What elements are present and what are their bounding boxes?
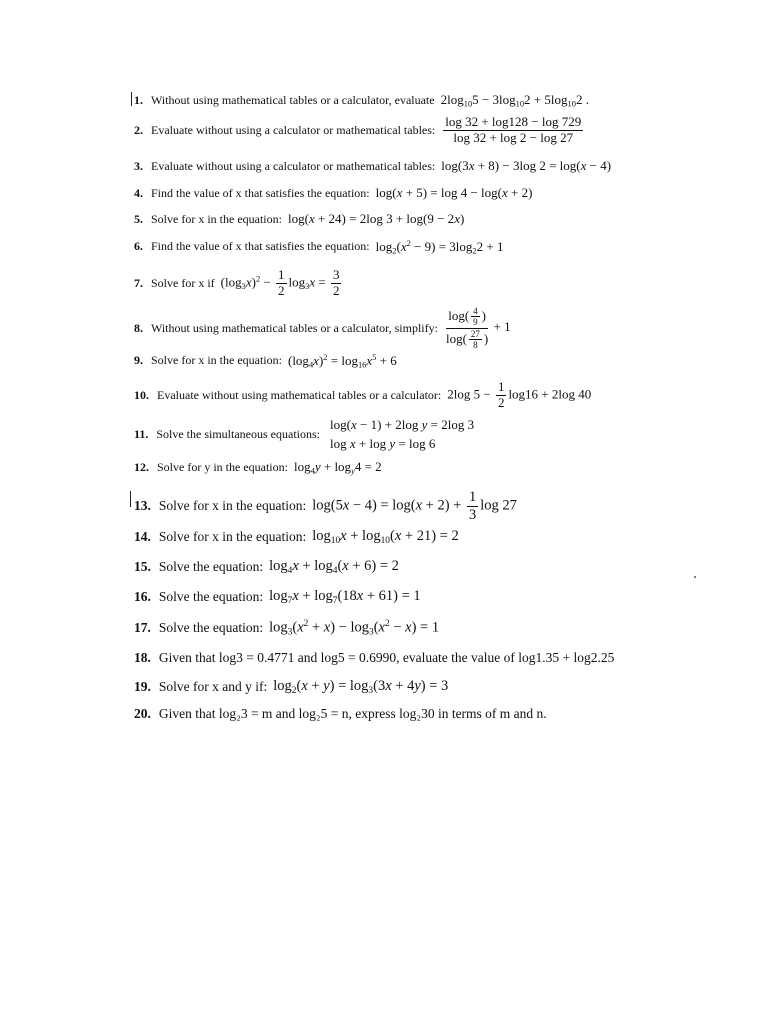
expression: $\log_4y + \log_y4 = 2$ <box>293 459 382 476</box>
expression: log(5x − 4) = log(x + 2) + $\frac{1}{3}$ log 27 <box>312 489 517 523</box>
question-4: 4. Find the value of x that satisfies the equation: log(x + 5) = log 4 − log(x + 2) <box>134 185 533 200</box>
question-10: 10. Evaluate without using mathematical tables or a calculator: 2log 5 − $\frac{1}{2}$ log16 + 2log 40 <box>134 379 592 410</box>
question-5: 5. Solve for x in the equation: log(x + 24) = 2log 3 + log(9 − 2x) <box>134 211 465 226</box>
question-16: 16. Solve the equation: $\log_7x + \log_7(18x + 61) = 1$ <box>134 588 421 606</box>
question-15: 15. Solve the equation: $\log_4x + \log_4(x + 6) = 2$ <box>134 558 399 576</box>
expression: log(x + 24) = 2log 3 + log(9 − 2x) <box>287 211 465 226</box>
question-18: 18. Given that log3 = 0.4771 and log5 = 0.6990, evaluate the value of log1.35 + log2.25 <box>134 650 615 665</box>
question-19: 19. Solve for x and y if: $\log_2(x + y) = \log_3(3x + 4y) = 3$ <box>134 678 449 696</box>
question-11: 11. Solve the simultaneous equations: log(x − 1) + 2log y = 2log 3 log x + log y = log 6 <box>134 416 748 454</box>
question-14: 14. Solve for x in the equation: $\log_{10}x + \log_{10}(x + 21) = 2$ <box>134 528 459 546</box>
question-6: 6. Find the value of x that satisfies the equation: $\log_2(x^2 - 9) = 3\log_22 + 1$ <box>134 238 504 256</box>
fraction-expression: $\frac{\log 32 + \log 128 - \log 729}{\log 32 + \log 2 - \log 27}$ <box>445 114 582 145</box>
margin-mark <box>130 491 131 507</box>
expression: $\log_3(x^2 + x) - \log_3(x^2 - x) = 1$ <box>269 619 440 638</box>
expression: $\log_4x + \log_4(x + 6) = 2$ <box>269 558 399 576</box>
question-13: 13. Solve for x in the equation: log(5x − 4) = log(x + 2) + $\frac{1}{3}$ log 27 <box>134 489 517 523</box>
expression: $\log_{10}x + \log_{10}(x + 21) = 2$ <box>312 528 459 546</box>
expression: $\log_2(x^2 - 9) = 3\log_22 + 1$ <box>375 238 504 256</box>
question-1: 1. Without using mathematical tables or a calculator, evaluate $2\log_{10}5 - 3\log_{10}2 + 5\log_{10}2$ . <box>134 92 589 109</box>
question-8: 8. Without using mathematical tables or a calculator, simplify: log( $\frac{4}{9}$ ) log( $\frac{27}{8}$ ) + 1 <box>134 306 511 351</box>
question-20: 20. Given that log₂3 = m and log₂5 = n, express log₂30 in terms of m and n. <box>134 706 547 721</box>
question-3: 3. Evaluate without using a calculator or mathematical tables: log(3x + 8) − 3log 2 = log(x − 4) <box>134 158 612 173</box>
margin-mark <box>131 92 132 106</box>
question-17: 17. Solve the equation: $\log_3(x^2 + x) - \log_3(x^2 - x) = 1$ <box>134 619 440 638</box>
question-7: 7. Solve for x if $(\log_3x)^2$ − $\frac{1}{2}$ $\log_3x$ = $\frac{3}{2}$ <box>134 268 748 299</box>
question-9: 9. Solve for x in the equation: $(\log_4x)^2 = \log_{16}x^5 + 6$ <box>134 352 397 370</box>
expression: $2\log_{10}5 - 3\log_{10}2 + 5\log_{10}2$ . <box>440 92 589 109</box>
question-2: 2. Evaluate without using a calculator or mathematical tables: $\frac{\log 32 + \log 128 - \log 729}{\log 32 + \log 2 - \log 27}$ <box>134 114 582 145</box>
expression: log( $\frac{4}{9}$ ) log( $\frac{27}{8}$ ) + 1 <box>445 306 511 351</box>
equation-system: log(x − 1) + 2log y = 2log 3 log x + log y = log 6 <box>330 417 475 451</box>
expression: $(\log_4x)^2 = \log_{16}x^5 + 6$ <box>287 352 397 370</box>
expression: $\log_2(x + y) = \log_3(3x + 4y) = 3$ <box>273 678 449 696</box>
expression: 2log 5 − $\frac{1}{2}$ log16 + 2log 40 <box>447 379 592 410</box>
stray-dot <box>694 576 696 578</box>
expression: log(x + 5) = log 4 − log(x + 2) <box>375 185 533 200</box>
expression: log(3x + 8) − 3log 2 = log(x − 4) <box>441 158 612 173</box>
expression: $\log_7x + \log_7(18x + 61) = 1$ <box>269 588 421 606</box>
expression: $(\log_3x)^2$ − $\frac{1}{2}$ $\log_3x$ = $\frac{3}{2}$ <box>220 267 340 298</box>
question-12: 12. Solve for y in the equation: $\log_4y + \log_y4 = 2$ <box>134 459 382 476</box>
